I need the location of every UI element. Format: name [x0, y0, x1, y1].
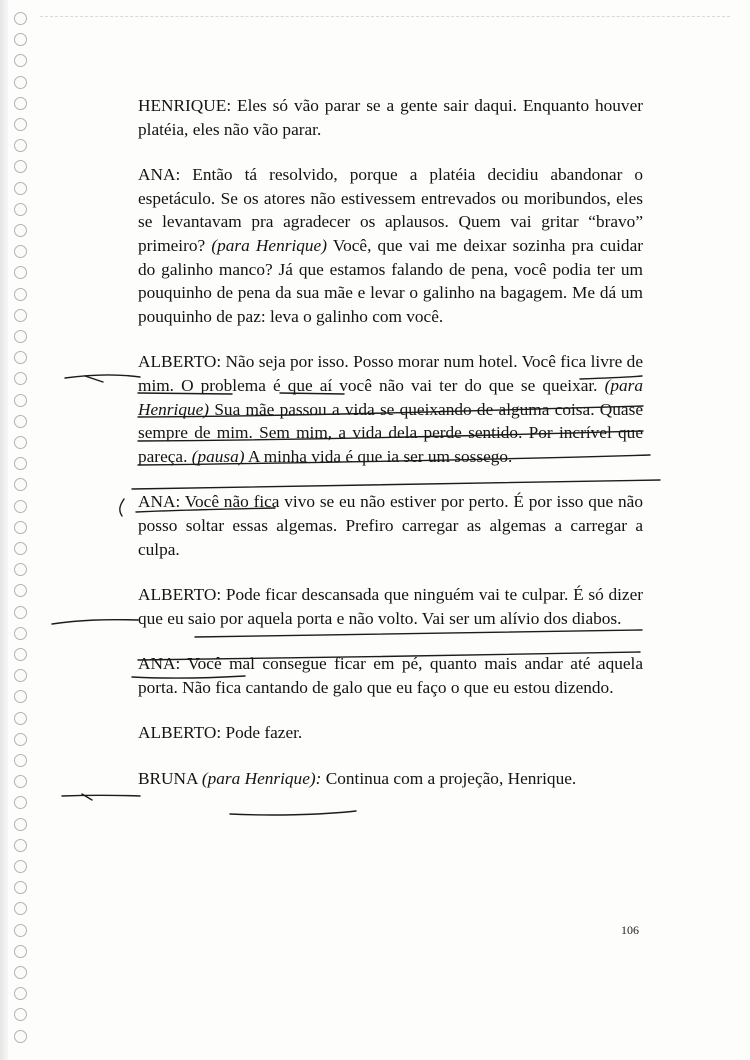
binding-hole: [14, 478, 27, 491]
dialogue-text: Você, que vai me deixar sozinha pra cuidar do galinho manco? Já que estamos falando de pena, você podia ter um pouquinho de pena da sua mãe e levar o galinho na bagagem. Me dá um pouquinho de paz: leva o galinho com você.: [138, 235, 643, 326]
side-curl: [120, 499, 124, 516]
binding-hole: [14, 182, 27, 195]
binding-hole: [14, 521, 27, 534]
dialogue-text: Você mal consegue ficar em pé, quanto mais andar até aquela porta. Não fica cantando de galo que eu faço o que eu estou dizendo.: [138, 654, 643, 697]
binding-hole: [14, 754, 27, 767]
speaker-name: ANA:: [138, 654, 181, 674]
speaker-name: HENRIQUE:: [138, 96, 232, 115]
binding-hole: [14, 542, 27, 555]
binding-hole: [14, 775, 27, 788]
speaker-name: ALBERTO:: [138, 585, 222, 605]
binding-hole: [14, 627, 27, 640]
dialogue-text: Pode fazer.: [221, 723, 303, 743]
dialogue-text: Sua mãe passou a vida se queixando de alguma coisa. Quase sempre de mim. Sem mim, a vida dela perde sentido. Por incrível que pareça.: [138, 399, 643, 466]
dialogue-text: Continua com a projeção, Henrique.: [321, 769, 577, 789]
binding-holes: [14, 12, 38, 1052]
dialogue-text: Pode ficar descansada que ninguém vai te culpar. É só dizer que eu saio por aquela porta e não volto. Vai ser um alívio dos diabos.: [138, 585, 643, 628]
dialogue-paragraph: [138, 490, 643, 561]
stage-direction: (pausa): [191, 446, 245, 466]
binding-hole: [14, 351, 27, 364]
binding-hole: [14, 12, 27, 25]
binding-hole: [14, 1030, 27, 1043]
binding-hole: [14, 457, 27, 470]
stage-direction: (para Henrique):: [201, 769, 322, 789]
binding-hole: [14, 54, 27, 67]
dialogue-text: A minha vida é que ia ser um sossego.: [244, 446, 513, 466]
binding-hole: [14, 33, 27, 46]
binding-hole: [14, 76, 27, 89]
dialogue-paragraph: [138, 721, 643, 745]
speaker-name: ALBERTO:: [138, 352, 222, 372]
margin-arrow-3: [62, 795, 140, 796]
binding-hole: [14, 690, 27, 703]
binding-hole: [14, 203, 27, 216]
binding-hole: [14, 288, 27, 301]
dialogue-paragraph: [138, 350, 643, 468]
binding-hole: [14, 860, 27, 873]
dialogue-text: Não seja por isso. Posso morar num hotel. Você fica livre de mim. O problema é que aí você não vai ter do que se queixar.: [138, 352, 643, 395]
dialogue-text: Eles só vão parar se a gente sair daqui. Enquanto houver platéia, eles não vão parar.: [138, 96, 643, 139]
speaker-name: ANA:: [138, 165, 181, 185]
speaker-name: ANA:: [138, 492, 181, 512]
dialogue-paragraph: [138, 583, 643, 630]
speaker-name: ALBERTO:: [138, 723, 222, 743]
stage-direction: (para Henrique): [211, 235, 327, 255]
margin-arrow-1-tick: [85, 376, 103, 382]
binding-hole: [14, 839, 27, 852]
binding-hole: [14, 436, 27, 449]
binding-hole: [14, 330, 27, 343]
binding-hole: [14, 945, 27, 958]
dialogue-paragraph: [138, 652, 643, 699]
binding-hole: [14, 966, 27, 979]
binding-hole: [14, 818, 27, 831]
script-text: [138, 94, 643, 813]
binding-hole: [14, 881, 27, 894]
binding-hole: [14, 415, 27, 428]
stage-direction: (para Henrique): [138, 375, 643, 419]
binding-edge: [0, 0, 8, 1060]
binding-hole: [14, 309, 27, 322]
margin-arrow-2: [52, 620, 138, 624]
binding-hole: [14, 669, 27, 682]
binding-hole: [14, 139, 27, 152]
binding-hole: [14, 1008, 27, 1021]
binding-hole: [14, 584, 27, 597]
binding-hole: [14, 500, 27, 513]
dialogue-paragraph: [138, 163, 643, 328]
dialogue-text: Você não fica vivo se eu não estiver por perto. É por isso que não posso soltar essas algemas. Prefiro carregar as algemas a carregar a culpa.: [138, 492, 643, 559]
binding-hole: [14, 796, 27, 809]
binding-hole: [14, 118, 27, 131]
binding-hole: [14, 266, 27, 279]
binding-hole: [14, 648, 27, 661]
binding-hole: [14, 372, 27, 385]
binding-hole: [14, 606, 27, 619]
binding-hole: [14, 712, 27, 725]
dialogue-paragraph: [138, 94, 643, 141]
margin-arrow-1: [65, 375, 140, 378]
binding-hole: [14, 987, 27, 1000]
binding-hole: [14, 733, 27, 746]
binding-hole: [14, 924, 27, 937]
binding-hole: [14, 97, 27, 110]
binding-hole: [14, 394, 27, 407]
top-perforation: [40, 16, 730, 17]
page-number: 106: [621, 923, 639, 937]
dialogue-text: Então tá resolvido, porque a platéia decidiu abandonar o espetáculo. Se os atores não estivessem entrevados ou moribundos, eles se levantavam pra agradecer os aplausos. Quem vai gritar “bravo” primeiro?: [138, 165, 643, 255]
binding-hole: [14, 224, 27, 237]
margin-arrow-3-tick: [82, 794, 92, 800]
binding-hole: [14, 160, 27, 173]
binding-hole: [14, 563, 27, 576]
dialogue-paragraph: [138, 767, 643, 791]
binding-hole: [14, 245, 27, 258]
binding-hole: [14, 902, 27, 915]
speaker-name: BRUNA: [138, 769, 198, 789]
